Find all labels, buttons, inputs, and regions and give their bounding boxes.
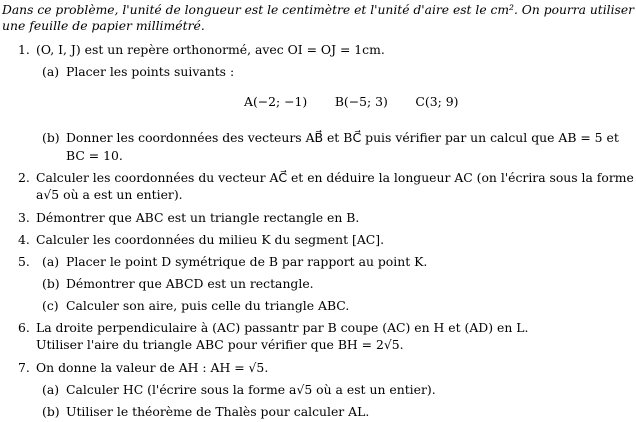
intro-line-1: Dans ce problème, l'unité de longueur est le centimètre et l'unité d'aire est le cm². On pourra utiliser [2, 2, 635, 17]
q1-points: A(−2; −1) B(−5; 3) C(3; 9) [244, 94, 459, 109]
q5b-label: (b) [42, 276, 60, 291]
q5a-label: (a) [42, 254, 60, 269]
q7b-text: Utiliser le théorème de Thalès pour calculer AL. [66, 404, 370, 419]
q2-line-1: Calculer les coordonnées du vecteur AC⃗ et en déduire la longueur AC (on l'écrira sous la forme [36, 170, 634, 185]
q3-number: 3. [18, 210, 30, 225]
intro-line-2: une feuille de papier millimétré. [2, 18, 205, 33]
q5c-text: Calculer son aire, puis celle du triangle ABC. [66, 298, 350, 313]
q6-line-1: La droite perpendiculaire à (AC) passantr par B coupe (AC) en H et (AD) en L. [36, 320, 529, 335]
q7-text: On donne la valeur de AH : AH = √5. [36, 360, 269, 375]
q5c-label: (c) [42, 298, 59, 313]
q7b-label: (b) [42, 404, 60, 419]
q4-number: 4. [18, 232, 30, 247]
q1a-label: (a) [42, 64, 60, 79]
q4-text: Calculer les coordonnées du milieu K du segment [AC]. [36, 232, 385, 247]
q6-line-2: Utiliser l'aire du triangle ABC pour vérifier que BH = 2√5. [36, 337, 404, 352]
q6-number: 6. [18, 320, 30, 335]
q1-text: (O, I, J) est un repère orthonormé, avec OI = OJ = 1cm. [36, 42, 385, 57]
q5a-text: Placer le point D symétrique de B par rapport au point K. [66, 254, 428, 269]
q2-number: 2. [18, 170, 30, 185]
q1b-label: (b) [42, 130, 60, 145]
q7a-label: (a) [42, 382, 60, 397]
q1b-line-2: BC = 10. [66, 148, 123, 163]
q5-number: 5. [18, 254, 30, 269]
q2-line-2: a√5 où a est un entier). [36, 187, 183, 202]
q1b-line-1: Donner les coordonnées des vecteurs AB⃗ et BC⃗ puis vérifier par un calcul que AB = 5 et [66, 130, 619, 145]
q1a-text: Placer les points suivants : [66, 64, 235, 79]
q1-number: 1. [18, 42, 30, 57]
q7a-text: Calculer HC (l'écrire sous la forme a√5 où a est un entier). [66, 382, 436, 397]
q3-text: Démontrer que ABC est un triangle rectangle en B. [36, 210, 360, 225]
q7-number: 7. [18, 360, 30, 375]
q5b-text: Démontrer que ABCD est un rectangle. [66, 276, 314, 291]
